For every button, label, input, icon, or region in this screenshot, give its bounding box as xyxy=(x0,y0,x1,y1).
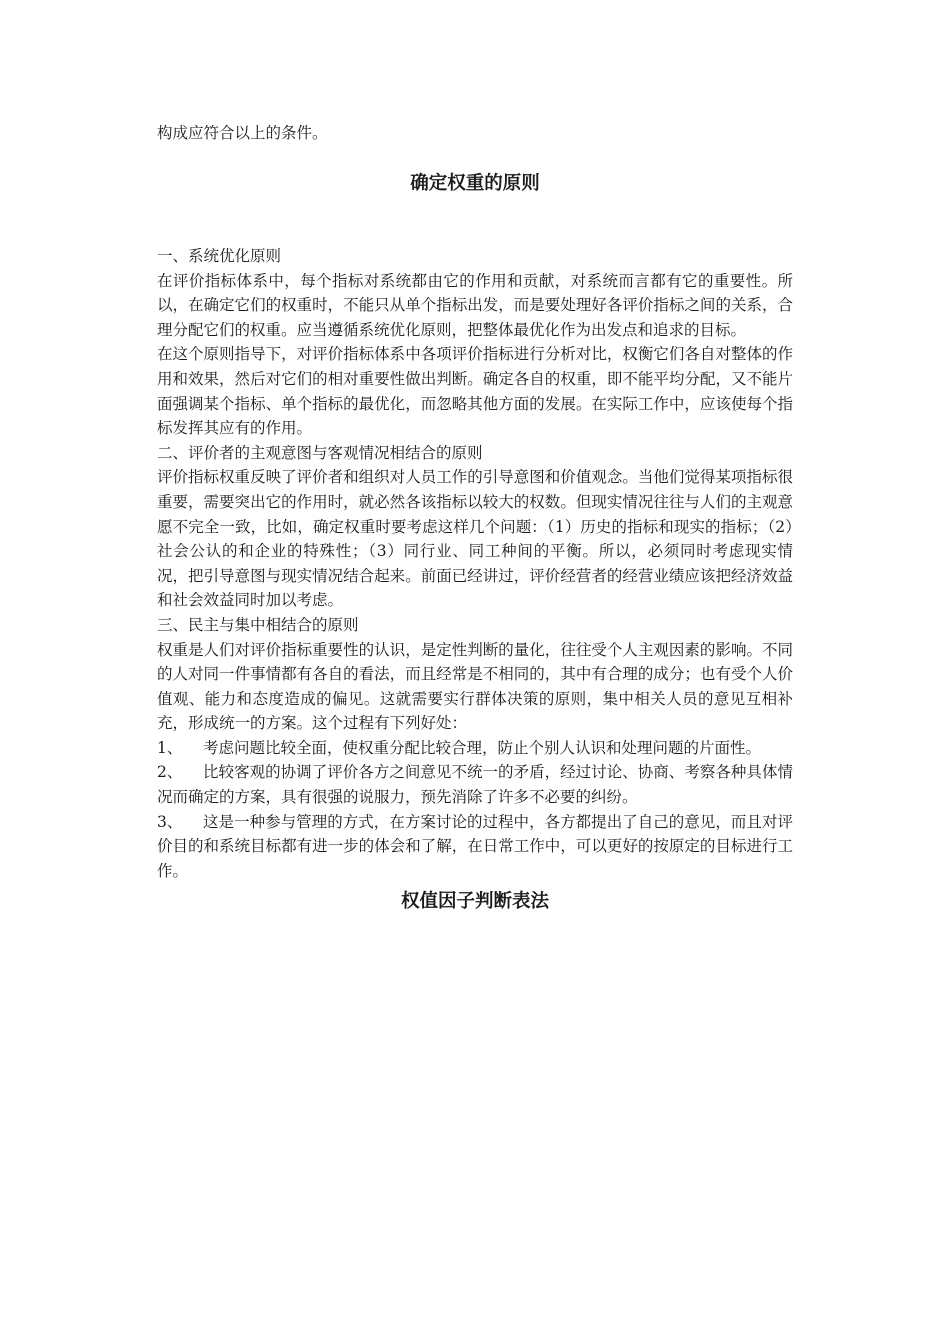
list-item xyxy=(157,810,793,884)
list-item xyxy=(157,760,793,809)
heading-weight-factor-table: 权值因子判断表法 xyxy=(400,891,549,913)
intro-line: 构成应符合以上的条件。 xyxy=(157,124,328,142)
section-2-paragraph-1: 评价指标权重反映了评价者和组织对人员工作的引导意图和价值观念。当他们觉得某项指标很重要，需要突出它的作用时，就必然各该指标以较大的权数。但现实情况往往与人们的主观意愿不完全一致，比如，确定权重时要考虑这样几个问题：（1）历史的指标和现实的指标；（2）社会公认的和企业的特殊性；（3）同行业、同工种间的平衡。所以，必须同时考虑现实情况，把引导意图与现实情况结合起来。前面已经讲过，评价经营者的经营业绩应该把经济效益和社会效益同时加以考虑。 xyxy=(157,468,793,610)
list-item xyxy=(157,736,793,761)
section-3-title: 三、民主与集中相结合的原则 xyxy=(157,615,359,634)
list-item-text: 考虑问题比较全面，使权重分配比较合理，防止个别人认识和处理问题的片面性。 xyxy=(203,738,762,757)
heading-weight-principles: 确定权重的原则 xyxy=(410,173,540,194)
list-item-number: 1、 xyxy=(157,738,183,757)
list-item-text: 比较客观的协调了评价各方之间意见不统一的矛盾，经过讨论、协商、考察各种具体情况而确定的方案，具有很强的说服力，预先消除了许多不必要的纠纷。 xyxy=(157,763,793,807)
section-1-title: 一、系统优化原则 xyxy=(157,247,282,265)
document-page xyxy=(157,121,793,919)
section-1-paragraph-2: 在这个原则指导下，对评价指标体系中各项评价指标进行分析对比，权衡它们各自对整体的作用和效果，然后对它们的相对重要性做出判断。确定各自的权重，即不能平均分配，又不能片面强调某个指标、单个指标的最优化，而忽略其他方面的发展。在实际工作中，应该使每个指标发挥其应有的作用。 xyxy=(157,345,793,438)
spacer xyxy=(157,198,793,244)
section-3-paragraph-1: 权重是人们对评价指标重要性的认识，是定性判断的量化，往往受个人主观因素的影响。不同的人对同一件事情都有各自的看法，而且经常是不相同的，其中有合理的成分；也有受个人价值观、能力和态度造成的偏见。这就需要实行群体决策的原则，集中相关人员的意见互相补充，形成统一的方案。这个过程有下列好处： xyxy=(157,640,793,733)
list-item-number: 2、 xyxy=(157,763,183,782)
section-2-title: 二、评价者的主观意图与客观情况相结合的原则 xyxy=(157,443,483,462)
list-item-text: 这是一种参与管理的方式，在方案讨论的过程中，各方都提出了自己的意见，而且对评价目的和系统目标都有进一步的体会和了解，在日常工作中，可以更好的按原定的目标进行工作。 xyxy=(157,812,793,880)
list-item-number: 3、 xyxy=(157,812,183,831)
section-1-paragraph-1: 在评价指标体系中，每个指标对系统都由它的作用和贡献，对系统而言都有它的重要性。所以，在确定它们的权重时，不能只从单个指标出发，而是要处理好各评价指标之间的关系，合理分配它们的权重。应当遵循系统优化原则，把整体最优化作为出发点和追求的目标。 xyxy=(157,271,793,339)
